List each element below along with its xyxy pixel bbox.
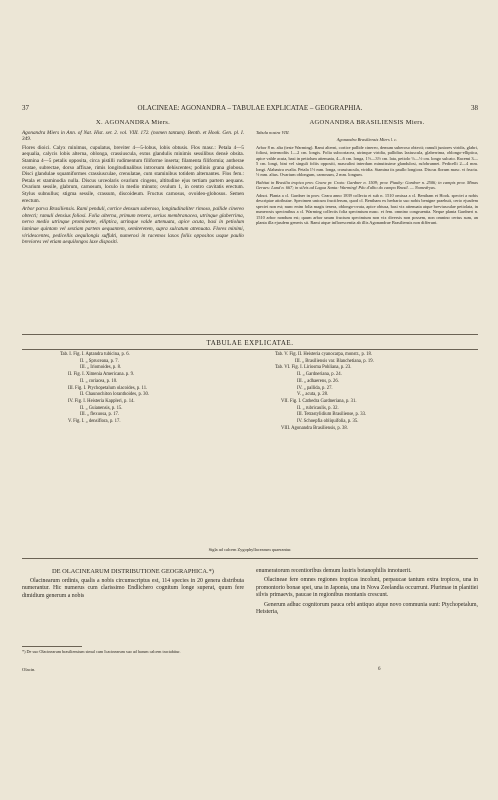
tabula-entry: II. Chaunochiton loranthoides, p. 30. <box>80 392 149 398</box>
tabula-entry: III. Tetrastylidium Brasiliense, p. 33. <box>297 412 367 418</box>
species-note: Adnot. Planta a cl. Gardner in prov. Ceara anno 1839 collecta et sub n. 1510 omissa a cl. Bentham et Hook. speciei a nobis descriptae attributae. Specimen unicum fructiferum, quod cl. Bentham ex herbario suo nobis benigne praebuit, certo ejusdem speciei non est; nunc enim folia magis tenera, oblongo-ovata, apice obtusa, basi vix attenuata atque breviusculae petiolata, in numerosis specimibus a cl. Warming collectis folia specimium masc. et fem. omnino congruentia. Neque planta Gardneri n. 1510 arbor nondum est; quum arbor unum fructum specimium non vix diversis non possem, non omnino certus sum, an planta illa ejusdem generis sit. Rami atque inflorescentia ab illis Agonandrae Brasiliensis non differunt. <box>256 192 478 226</box>
footnote-rule <box>22 646 82 647</box>
genus-title: X. AGONANDRA Miers. <box>95 119 171 126</box>
tabula-entry: III. „ Iriomoides, p. 8. <box>80 365 122 371</box>
tabula-entry: V. „ acuta, p. 28. <box>297 392 329 398</box>
tabula-entry: II. „ rubricaulis, p. 32. <box>297 405 339 411</box>
sigla-note: Sigla ad calcem Zygophyllacearum quaerantur. <box>208 547 292 552</box>
tabula-entry: II. Fig. I. Ximenia Americana. p. 9. <box>68 372 135 378</box>
geographia-paragraph: Olacineae fere omnes regiones tropicas incolunt, perpaucae tantum extra tropicos, una in promontorio bonae spei, una in Japonia, una in Nova Zeelandia occurrunt. Plurimae in planitiei silvis primaevis, paucae in regionibus montanis crescunt. <box>256 577 478 599</box>
tabulae-right-list <box>275 352 465 432</box>
running-title: OLACINEAE: AGONANDRA – TABULAE EXPLICATAE – GEOGRAPHIA. <box>137 104 363 112</box>
species-tabula: Tabula nostra VIII. <box>256 129 290 135</box>
footnote: *) De suo Olacinearum brasiliensium simul cum Icacinearum suo ad harum calcem tractabitur. <box>22 649 181 654</box>
species-synonym: Agonandra Brasiliensis Miers l. c. <box>336 137 398 143</box>
geographia-paragraph: Olacinearum ordinis, qualis a nobis circumscriptus est, 114 species in 20 genera distributa numerantur. Hic numerus cum clarissimo Endlichero cognitum longe superat, quum fere dimidium generum a nobis <box>22 578 244 599</box>
geographia-right-column <box>256 568 478 618</box>
species-title: AGONANDRA BRASILIENSIS Miers. <box>309 119 425 126</box>
tabulae-divider <box>22 349 478 350</box>
tabula-entry: Tab. I. Fig. I. Aptandra tubicina, p. 6. <box>60 352 130 357</box>
tabula-entry: IV. Schoepfia obliquifolia, p. 35. <box>297 419 359 425</box>
genus-description: Flores dioici. Calyx minimus, cupulatus, breviter 4—5-lobus, lobis obtusis. Flos masc.: Petala 4—5 aequalia, calycis lobis alterna, oblonga, crassiuscula, extus glandulis minimis sessilibus densè obsita. Stamina 4—5 petalis opposita, circa pistilli rudimentum filiforme inserta; filamenta filiformia; antherae ovatae, subrectae, dorso affixae, rimis longitudinalibus introrsum dehiscentes; pollinis grana globosa. Disci glandulae squamiformes crassiusculae, crenulatae, cum staminibus totidem alternantes. Flos fem.: Petala et staminodia nulla. Discus urceolaris ovarium cingens, altitudine ejus tertiam partem aequans. Ovarium sessile, glabrum, carnosum, loculo in medio minuto; ovulum 1, in centro cavitatis erectum. Stylus subnullus; stigma sessile, crassum, discoideum. Fructus carnosus, ovoideo-globosus. Semen erectum. <box>22 144 244 204</box>
tabula-entry: VII. Fig. I. Cathedra Gardneriana, p. 31. <box>281 398 357 404</box>
tabulae-left-list <box>60 352 250 426</box>
tabula-entry: IV. „ pallida, p. 27. <box>297 385 333 391</box>
geographia-left-column <box>22 568 244 602</box>
tabula-entry: II. „ Gardneriana, p. 24. <box>297 372 342 378</box>
tabula-entry: Tab. VI. Fig. I. Liriosma Pohliana, p. 23. <box>275 365 352 371</box>
tabula-entry: III. „ adhaerens, p. 26. <box>297 378 339 384</box>
species-habitat: Habitat in Brasilia tropica prov. Ceara pr. Crato: Gardner n. 1509; prov. Piauhy: Gardner n. 2506; in campis prov. Minas Geraes: Lund n. 667; in silvis ad Lagoa Santa: Warming! Pão d'alho do campo Brasil. — Nomedryas. <box>256 179 478 191</box>
genus-habit: Arbor parva Brasiliensis. Rami penduli, cortice densum suberoso, longitudinaliter rimoso, pallide cinereo obtecti; ramuli densius foliosi. Folia alterna, primum tenera, serius membranacea, utrinque glaberrima, nervo medio utrinque prominente, elliptica, utrinque valde attenuata, apice acuta, basi in petiolum laminae quintam vel sextiam partem aequantem, semiteretem, supra sulcatum attenuata. Flores minimi, viridescentes, pedicellis aequilongis suffulti, numerosi in racemos laxos foliis oppositos usque paullo breviores vel etiam aequilongos laxe dispositi. <box>22 206 244 246</box>
tabula-entry: II. „ Guianensis, p. 15. <box>80 405 123 411</box>
section-divider <box>22 334 478 335</box>
geographia-divider <box>22 558 478 559</box>
running-header <box>22 104 478 112</box>
tabula-entry: II. „ Spruceana, p. 7. <box>80 358 119 364</box>
tabula-entry: III. Fig. I. Ptychopetalum olacoides, p. 11. <box>68 385 148 391</box>
tabula-entry: VIII. Agonandra Brasiliensis, p. 38. <box>281 425 348 431</box>
page-number-right: 38 <box>470 104 478 112</box>
geographia-title: DE OLACINEARUM DISTRIBUTIONE GEOGRAPHICA.*) <box>52 568 214 575</box>
tabula-entry: Tab. V. Fig. II. Heisteria cyanocarpa, monstr., p. 18. <box>275 352 373 357</box>
geographia-paragraph: enumeratorum recentioribus demum lustris botanophilis innotuerit. <box>256 568 412 574</box>
tabula-entry: II. „ coriacea, p. 10. <box>80 378 118 384</box>
page-number-left: 37 <box>22 104 29 112</box>
tabula-entry: III. „ flexuosa, p. 17. <box>80 412 120 418</box>
tabula-entry: III. „ Brasiliensis var. Blanchetiana, p. 19. <box>295 358 374 364</box>
tabula-entry: V. Fig. I. „ densiflora, p. 17. <box>68 419 121 425</box>
tabulae-title: TABULAE EXPLICATAE. <box>206 339 294 347</box>
genus-column <box>22 118 244 248</box>
tabula-entry: IV. Fig. I. Heisteria Kappleri, p. 14. <box>68 398 135 404</box>
geographia-paragraph: Generum adhuc cognitorum pauca orbi antiquo atque novo communia sunt: Ptychopetalum, Heisteria, <box>256 601 478 616</box>
printer-signature: Olacin. <box>22 667 36 672</box>
genus-citation: Agonandra Miers in Ann. of Nat. Hist. ser. 2. vol. VIII. 172. (nomen tantum). Benth. et Hook. Gen. pl. I. 349. <box>22 129 244 143</box>
species-description: Arbor 8 m. alta (teste Warming). Rami alterni, cortice pallide cinereo, demum suberoso obtecti; ramuli juniores viridis, glabri, foliosi, internodiis 1—2 cm. longis. Folia subcoriacea, utrinque viridia, pallidius laxiuscula, glaberrima, oblongo-elliptica, apice valde acuta, basi in petiolum attenuata, 4—6 cm. longa, 1½—3½ cm. lata, petiolo ⅓—½ cm. longo sulcato. Racemi 3—5 cm. longi, bini vel singuli foliis oppositi, masculini interdum minutissime glandulosi, rufobrunnei. Pedicelli 2—4 mm. longi. Alabastra ovalia. Petala 1½ mm. longa, crassiuscula, viridia. Stamina iis paullo longiora. Discus florum masc. vi fructu. ½ mm. altus. Ovarium oblongum, carnosum, 2 mm. longum. <box>256 144 478 178</box>
species-column <box>256 118 478 228</box>
sheet-number: 6 <box>378 667 381 672</box>
